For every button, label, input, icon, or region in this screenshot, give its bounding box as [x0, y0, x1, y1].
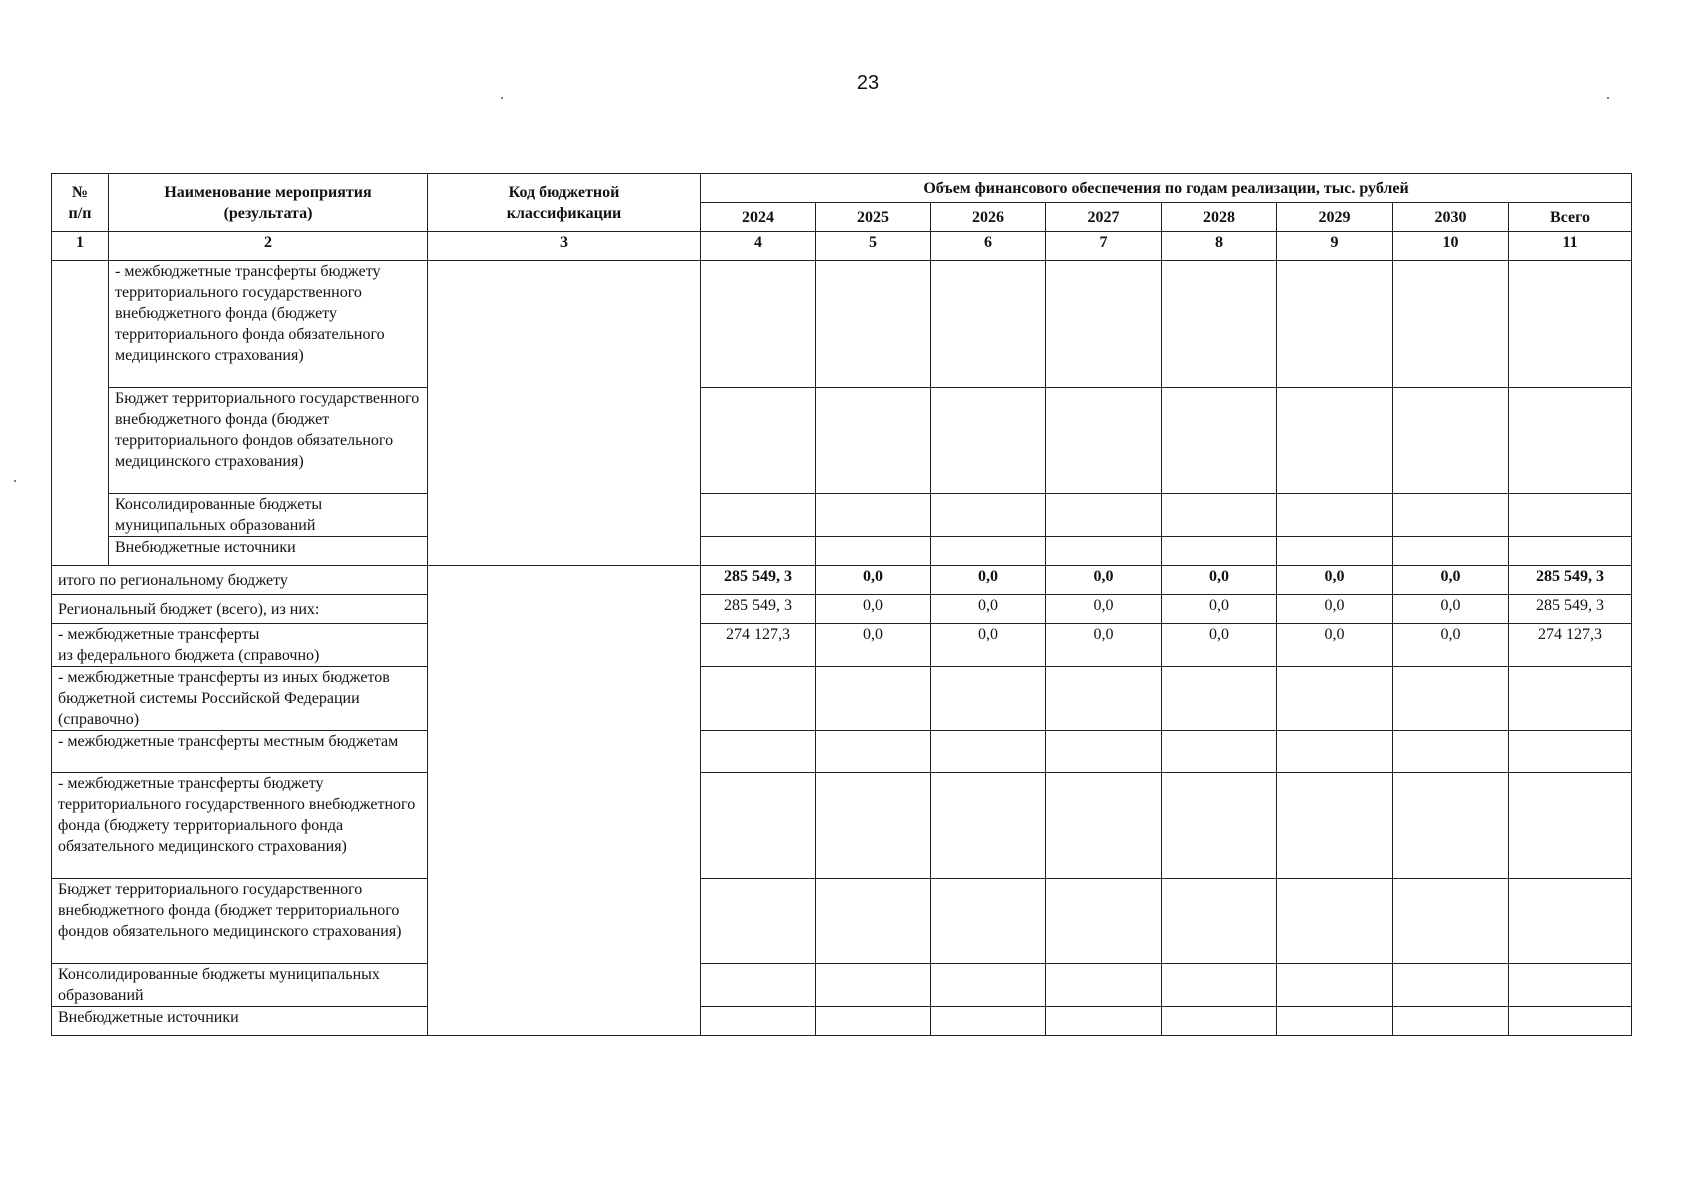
- value-cell: [1509, 537, 1632, 566]
- column-number: 4: [701, 232, 816, 261]
- row-label: - межбюджетные трансферты из федерального бюджета (справочно): [52, 624, 428, 667]
- row-label: - межбюджетные трансферты бюджету территориального государственного внебюджетного фонда (бюджету территориального фонда обязательного медицинского страхования): [52, 773, 428, 879]
- value-cell: [816, 731, 931, 773]
- value-cell: [1277, 667, 1393, 731]
- table-row: [52, 595, 1632, 624]
- scan-speck: [14, 480, 16, 482]
- value-cell: [1393, 964, 1509, 1007]
- value-cell: [701, 731, 816, 773]
- header-year: 2027: [1046, 203, 1162, 232]
- value-cell: [1046, 964, 1162, 1007]
- value-cell: [1162, 388, 1277, 494]
- value-cell: [1162, 964, 1277, 1007]
- value-cell: [816, 773, 931, 879]
- value-cell: 0,0: [1046, 624, 1162, 667]
- code-cell: [428, 566, 701, 1036]
- value-cell: [1393, 1007, 1509, 1036]
- value-cell: [1046, 731, 1162, 773]
- value-cell: [1509, 388, 1632, 494]
- value-cell: [1277, 1007, 1393, 1036]
- row-label: - межбюджетные трансферты бюджету территориального государственного внебюджетного фонда (бюджету территориального фонда обязательного медицинского страхования): [109, 261, 428, 388]
- row-label: Консолидированные бюджеты муниципальных образований: [109, 494, 428, 537]
- value-cell: [1046, 1007, 1162, 1036]
- header-year: 2030: [1393, 203, 1509, 232]
- value-cell: [1046, 494, 1162, 537]
- row-label: Консолидированные бюджеты муниципальных образований: [52, 964, 428, 1007]
- value-cell: 0,0: [931, 566, 1046, 595]
- value-cell: [1393, 879, 1509, 964]
- table-row: [52, 261, 1632, 388]
- value-cell: [1509, 964, 1632, 1007]
- value-cell: [701, 537, 816, 566]
- value-cell: [701, 964, 816, 1007]
- value-cell: 0,0: [1162, 624, 1277, 667]
- value-cell: [1277, 388, 1393, 494]
- value-cell: [816, 261, 931, 388]
- row-label: Региональный бюджет (всего), из них:: [52, 595, 428, 624]
- value-cell: 0,0: [816, 566, 931, 595]
- header-year: 2026: [931, 203, 1046, 232]
- table-row: [52, 667, 1632, 731]
- value-cell: [1277, 494, 1393, 537]
- column-number: 2: [109, 232, 428, 261]
- table-row: [52, 537, 1632, 566]
- value-cell: [816, 1007, 931, 1036]
- header-year: 2024: [701, 203, 816, 232]
- value-cell: 0,0: [931, 624, 1046, 667]
- value-cell: 0,0: [1277, 566, 1393, 595]
- value-cell: [1393, 388, 1509, 494]
- value-cell: [1162, 879, 1277, 964]
- value-cell: [1393, 773, 1509, 879]
- row-label: - межбюджетные трансферты местным бюджетам: [52, 731, 428, 773]
- value-cell: [1162, 1007, 1277, 1036]
- budget-table: [51, 173, 1632, 1036]
- row-number-cell: [52, 261, 109, 566]
- value-cell: [1277, 537, 1393, 566]
- value-cell: [1509, 1007, 1632, 1036]
- header-year: 2029: [1277, 203, 1393, 232]
- column-number: 8: [1162, 232, 1277, 261]
- value-cell: [1277, 964, 1393, 1007]
- value-cell: 274 127,3: [1509, 624, 1632, 667]
- value-cell: [1046, 537, 1162, 566]
- value-cell: 0,0: [931, 595, 1046, 624]
- row-label: Внебюджетные источники: [109, 537, 428, 566]
- row-label: итого по региональному бюджету: [52, 566, 428, 595]
- value-cell: [1046, 388, 1162, 494]
- scan-speck: [501, 97, 503, 99]
- value-cell: [1393, 494, 1509, 537]
- value-cell: [931, 879, 1046, 964]
- value-cell: [1277, 731, 1393, 773]
- header-total: Всего: [1509, 203, 1632, 232]
- value-cell: 285 549, 3: [1509, 566, 1632, 595]
- value-cell: [1162, 537, 1277, 566]
- row-label: - межбюджетные трансферты из иных бюджетов бюджетной системы Российской Федерации (справочно): [52, 667, 428, 731]
- value-cell: [701, 879, 816, 964]
- value-cell: 274 127,3: [701, 624, 816, 667]
- header-num: № п/п: [52, 174, 109, 232]
- code-cell: [428, 261, 701, 566]
- row-label: Внебюджетные источники: [52, 1007, 428, 1036]
- value-cell: [1162, 261, 1277, 388]
- table-row: [52, 731, 1632, 773]
- value-cell: [931, 537, 1046, 566]
- value-cell: [816, 388, 931, 494]
- value-cell: [701, 1007, 816, 1036]
- column-number: 1: [52, 232, 109, 261]
- value-cell: [931, 773, 1046, 879]
- value-cell: [816, 964, 931, 1007]
- row-label: Бюджет территориального государственного внебюджетного фонда (бюджет территориального фондов обязательного медицинского страхования): [109, 388, 428, 494]
- column-number: 5: [816, 232, 931, 261]
- value-cell: [1509, 773, 1632, 879]
- value-cell: [931, 964, 1046, 1007]
- value-cell: [701, 667, 816, 731]
- value-cell: 285 549, 3: [701, 595, 816, 624]
- column-number: 7: [1046, 232, 1162, 261]
- value-cell: [1046, 667, 1162, 731]
- column-number: 9: [1277, 232, 1393, 261]
- column-number: 3: [428, 232, 701, 261]
- header-code: Код бюджетной классификации: [428, 174, 701, 232]
- table-row: [52, 964, 1632, 1007]
- value-cell: [1046, 261, 1162, 388]
- value-cell: [1509, 731, 1632, 773]
- column-number: 10: [1393, 232, 1509, 261]
- value-cell: 0,0: [1393, 624, 1509, 667]
- table-row: [52, 879, 1632, 964]
- value-cell: [1162, 731, 1277, 773]
- value-cell: [1509, 667, 1632, 731]
- value-cell: [1509, 879, 1632, 964]
- value-cell: [1393, 261, 1509, 388]
- header-volume: Объем финансового обеспечения по годам реализации, тыс. рублей: [701, 174, 1632, 203]
- row-label: Бюджет территориального государственного внебюджетного фонда (бюджет территориального фондов обязательного медицинского страхования): [52, 879, 428, 964]
- value-cell: 0,0: [816, 595, 931, 624]
- value-cell: [1162, 667, 1277, 731]
- header-year: 2028: [1162, 203, 1277, 232]
- value-cell: [931, 667, 1046, 731]
- value-cell: 0,0: [1046, 595, 1162, 624]
- page-number: 23: [856, 72, 880, 94]
- value-cell: [931, 261, 1046, 388]
- value-cell: [931, 494, 1046, 537]
- column-number: 6: [931, 232, 1046, 261]
- value-cell: [701, 773, 816, 879]
- value-cell: 0,0: [1162, 566, 1277, 595]
- value-cell: [1509, 261, 1632, 388]
- value-cell: 0,0: [1162, 595, 1277, 624]
- header-year: 2025: [816, 203, 931, 232]
- value-cell: [931, 1007, 1046, 1036]
- value-cell: [701, 261, 816, 388]
- value-cell: 0,0: [816, 624, 931, 667]
- table-row: [52, 624, 1632, 667]
- value-cell: [1162, 773, 1277, 879]
- value-cell: [1393, 667, 1509, 731]
- header-name: Наименование мероприятия (результата): [109, 174, 428, 232]
- value-cell: 0,0: [1277, 595, 1393, 624]
- table-row: [52, 388, 1632, 494]
- value-cell: [816, 667, 931, 731]
- value-cell: [1046, 879, 1162, 964]
- value-cell: [1393, 537, 1509, 566]
- value-cell: 0,0: [1046, 566, 1162, 595]
- column-number: 11: [1509, 232, 1632, 261]
- table-row: [52, 773, 1632, 879]
- value-cell: 285 549, 3: [701, 566, 816, 595]
- value-cell: [1277, 261, 1393, 388]
- table-row: [52, 1007, 1632, 1036]
- value-cell: [1277, 773, 1393, 879]
- value-cell: [816, 494, 931, 537]
- value-cell: [1046, 773, 1162, 879]
- value-cell: [1393, 731, 1509, 773]
- value-cell: [701, 494, 816, 537]
- value-cell: 0,0: [1393, 595, 1509, 624]
- value-cell: [1162, 494, 1277, 537]
- value-cell: 0,0: [1393, 566, 1509, 595]
- value-cell: [701, 388, 816, 494]
- value-cell: [931, 388, 1046, 494]
- value-cell: [816, 537, 931, 566]
- value-cell: [1277, 879, 1393, 964]
- value-cell: [1509, 494, 1632, 537]
- scan-speck: [1607, 97, 1609, 99]
- value-cell: [931, 731, 1046, 773]
- table-row: [52, 566, 1632, 595]
- table-row: [52, 494, 1632, 537]
- value-cell: 285 549, 3: [1509, 595, 1632, 624]
- value-cell: 0,0: [1277, 624, 1393, 667]
- column-number-row: [52, 232, 1632, 261]
- value-cell: [816, 879, 931, 964]
